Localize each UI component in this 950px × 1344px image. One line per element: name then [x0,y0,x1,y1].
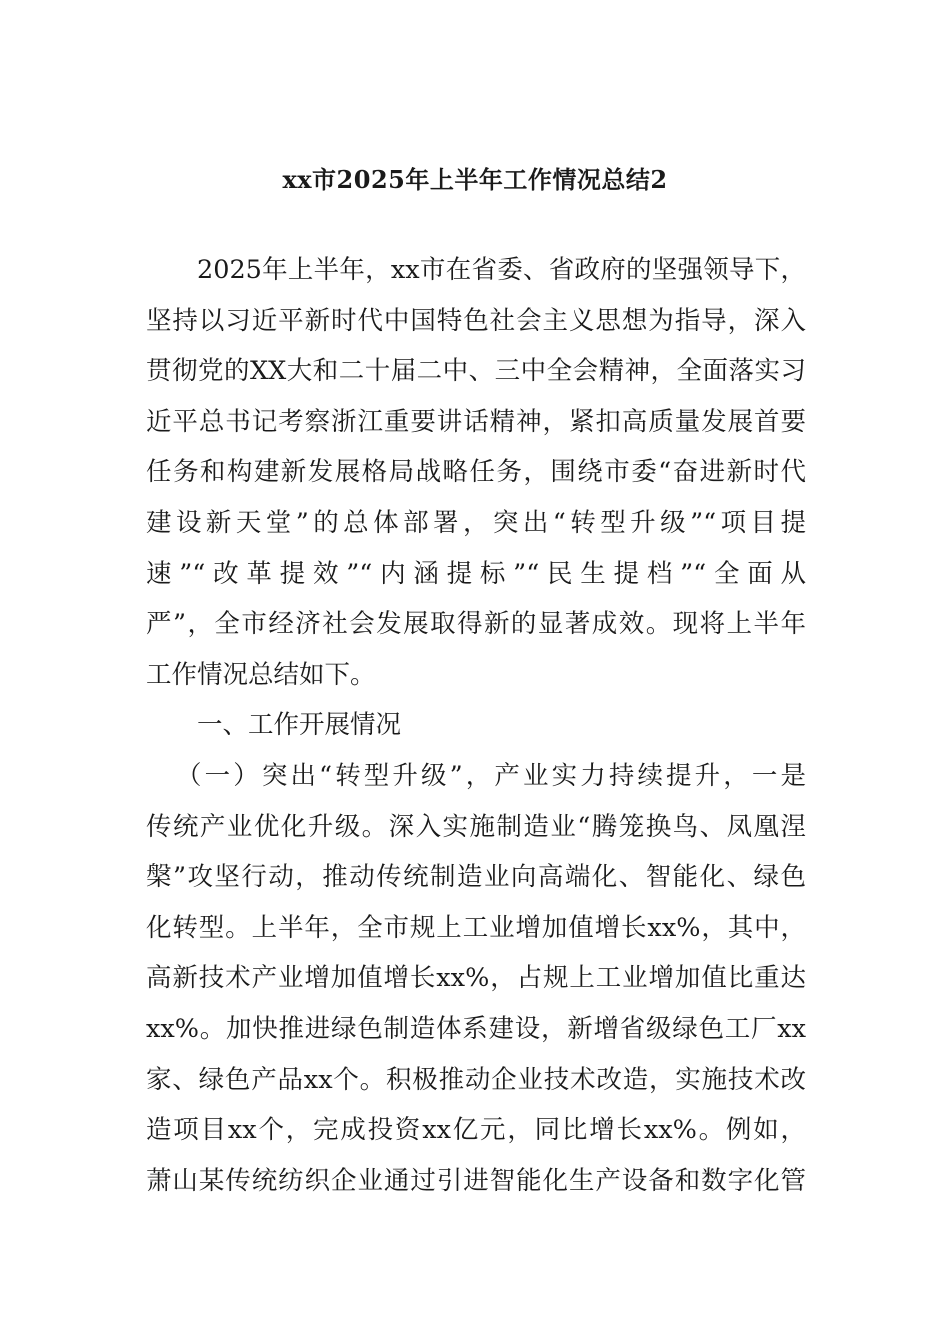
paragraph-line: 化转型。上半年，全市规上工业增加值增长xx%，其中， [146,912,806,943]
paragraph-line: 槃”攻坚行动，推动传统制造业向高端化、智能化、绿色 [146,862,806,893]
document-title: xx市2025年上半年工作情况总结2 [282,165,668,194]
document-body [146,250,806,1211]
paragraph-line: 速”“改革提效”“内涵提标”“民生提档”“全面从 [146,558,806,589]
paragraph-line: 造项目xx个，完成投资xx亿元，同比增长xx%。例如， [146,1115,806,1146]
paragraph-line: 建设新天堂”的总体部署，突出“转型升级”“项目提 [146,507,806,538]
paragraph-line: xx%。加快推进绿色制造体系建设，新增省级绿色工厂xx [146,1013,806,1044]
paragraph-line: 严”，全市经济社会发展取得新的显著成效。现将上半年 [146,609,806,640]
paragraph-line: （一）突出“转型升级”，产业实力持续提升，一是 [176,760,806,791]
paragraph-line: 工作情况总结如下。 [146,659,376,690]
paragraph-line: 家、绿色产品xx个。积极推动企业技术改造，实施技术改 [146,1064,806,1095]
paragraph-line: 任务和构建新发展格局战略任务，围绕市委“奋进新时代 [146,457,806,488]
paragraph-line: 2025年上半年，xx市在省委、省政府的坚强领导下， [197,255,806,285]
paragraph-line: 坚持以习近平新时代中国特色社会主义思想为指导，深入 [146,305,806,336]
paragraph-line: 贯彻党的XX大和二十届二中、三中全会精神，全面落实习 [146,356,806,387]
paragraph-line: 萧山某传统纺织企业通过引进智能化生产设备和数字化管 [146,1165,806,1196]
paragraph-line: 传统产业优化升级。深入实施制造业“腾笼换鸟、凤凰涅 [146,811,806,842]
paragraph-line: 高新技术产业增加值增长xx%，占规上工业增加值比重达 [146,963,806,994]
section-heading: 一、工作开展情况 [197,710,402,741]
paragraph-line: 近平总书记考察浙江重要讲话精神，紧扣高质量发展首要 [146,406,806,437]
